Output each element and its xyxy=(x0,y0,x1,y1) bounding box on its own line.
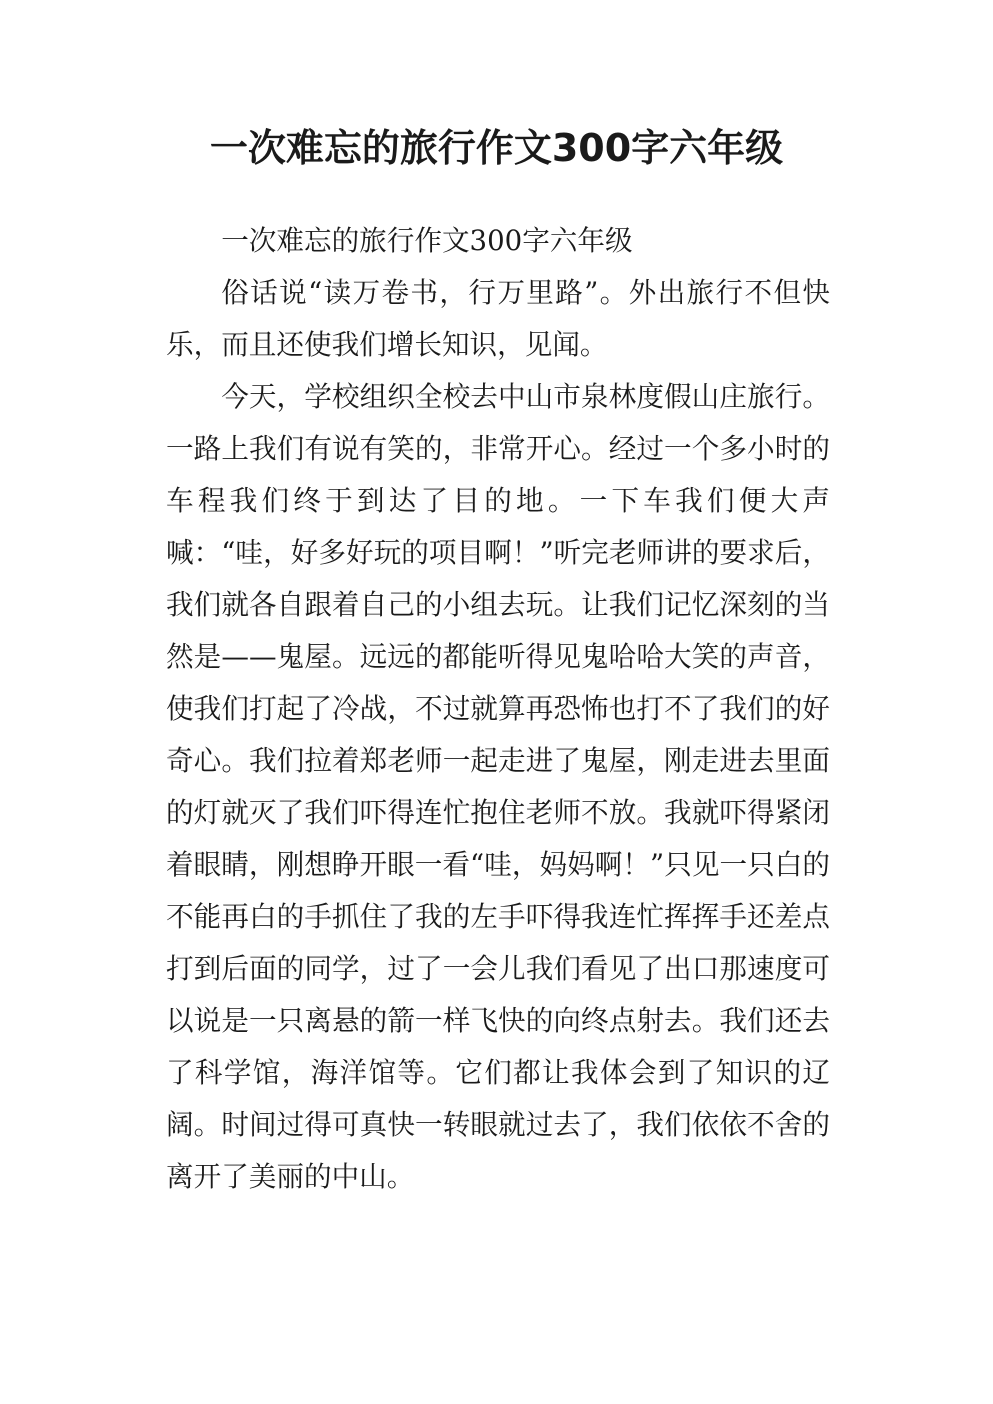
body-paragraph: 俗话说“读万卷书，行万里路”。外出旅行不但快乐，而且还使我们增长知识，见闻。 xyxy=(166,276,830,361)
document-title: 一次难忘的旅行作文300字六年级 xyxy=(209,126,784,170)
body-paragraph: 今天，学校组织全校去中山市泉林度假山庄旅行。一路上我们有说有笑的，非常开心。经过一个多小时的车程我们终于到达了目的地。一下车我们便大声喊：“哇，好多好玩的项目啊！”听完老师讲的要求后，我们就各自跟着自己的小组去玩。让我们记忆深刻的当然是——鬼屋。远远的都能听得见鬼哈哈大笑的声音，使我们打起了冷战，不过就算再恐怖也打不了我们的好奇心。我们拉着郑老师一起走进了鬼屋，刚走进去里面的灯就灭了我们吓得连忙抱住老师不放。我就吓得紧闭着眼睛，刚想睁开眼一看“哇，妈妈啊！”只见一只白的不能再白的手抓住了我的左手吓得我连忙挥挥手还差点打到后面的同学，过了一会儿我们看见了出口那速度可以说是一只离悬的箭一样飞快的向终点射去。我们还去了科学馆，海洋馆等。它们都让我体会到了知识的辽阔。时间过得可真快一转眼就过去了，我们依依不舍的离开了美丽的中山。 xyxy=(166,380,830,1193)
document-body xyxy=(166,215,830,1203)
body-paragraph: 一次难忘的旅行作文300字六年级 xyxy=(221,224,633,257)
